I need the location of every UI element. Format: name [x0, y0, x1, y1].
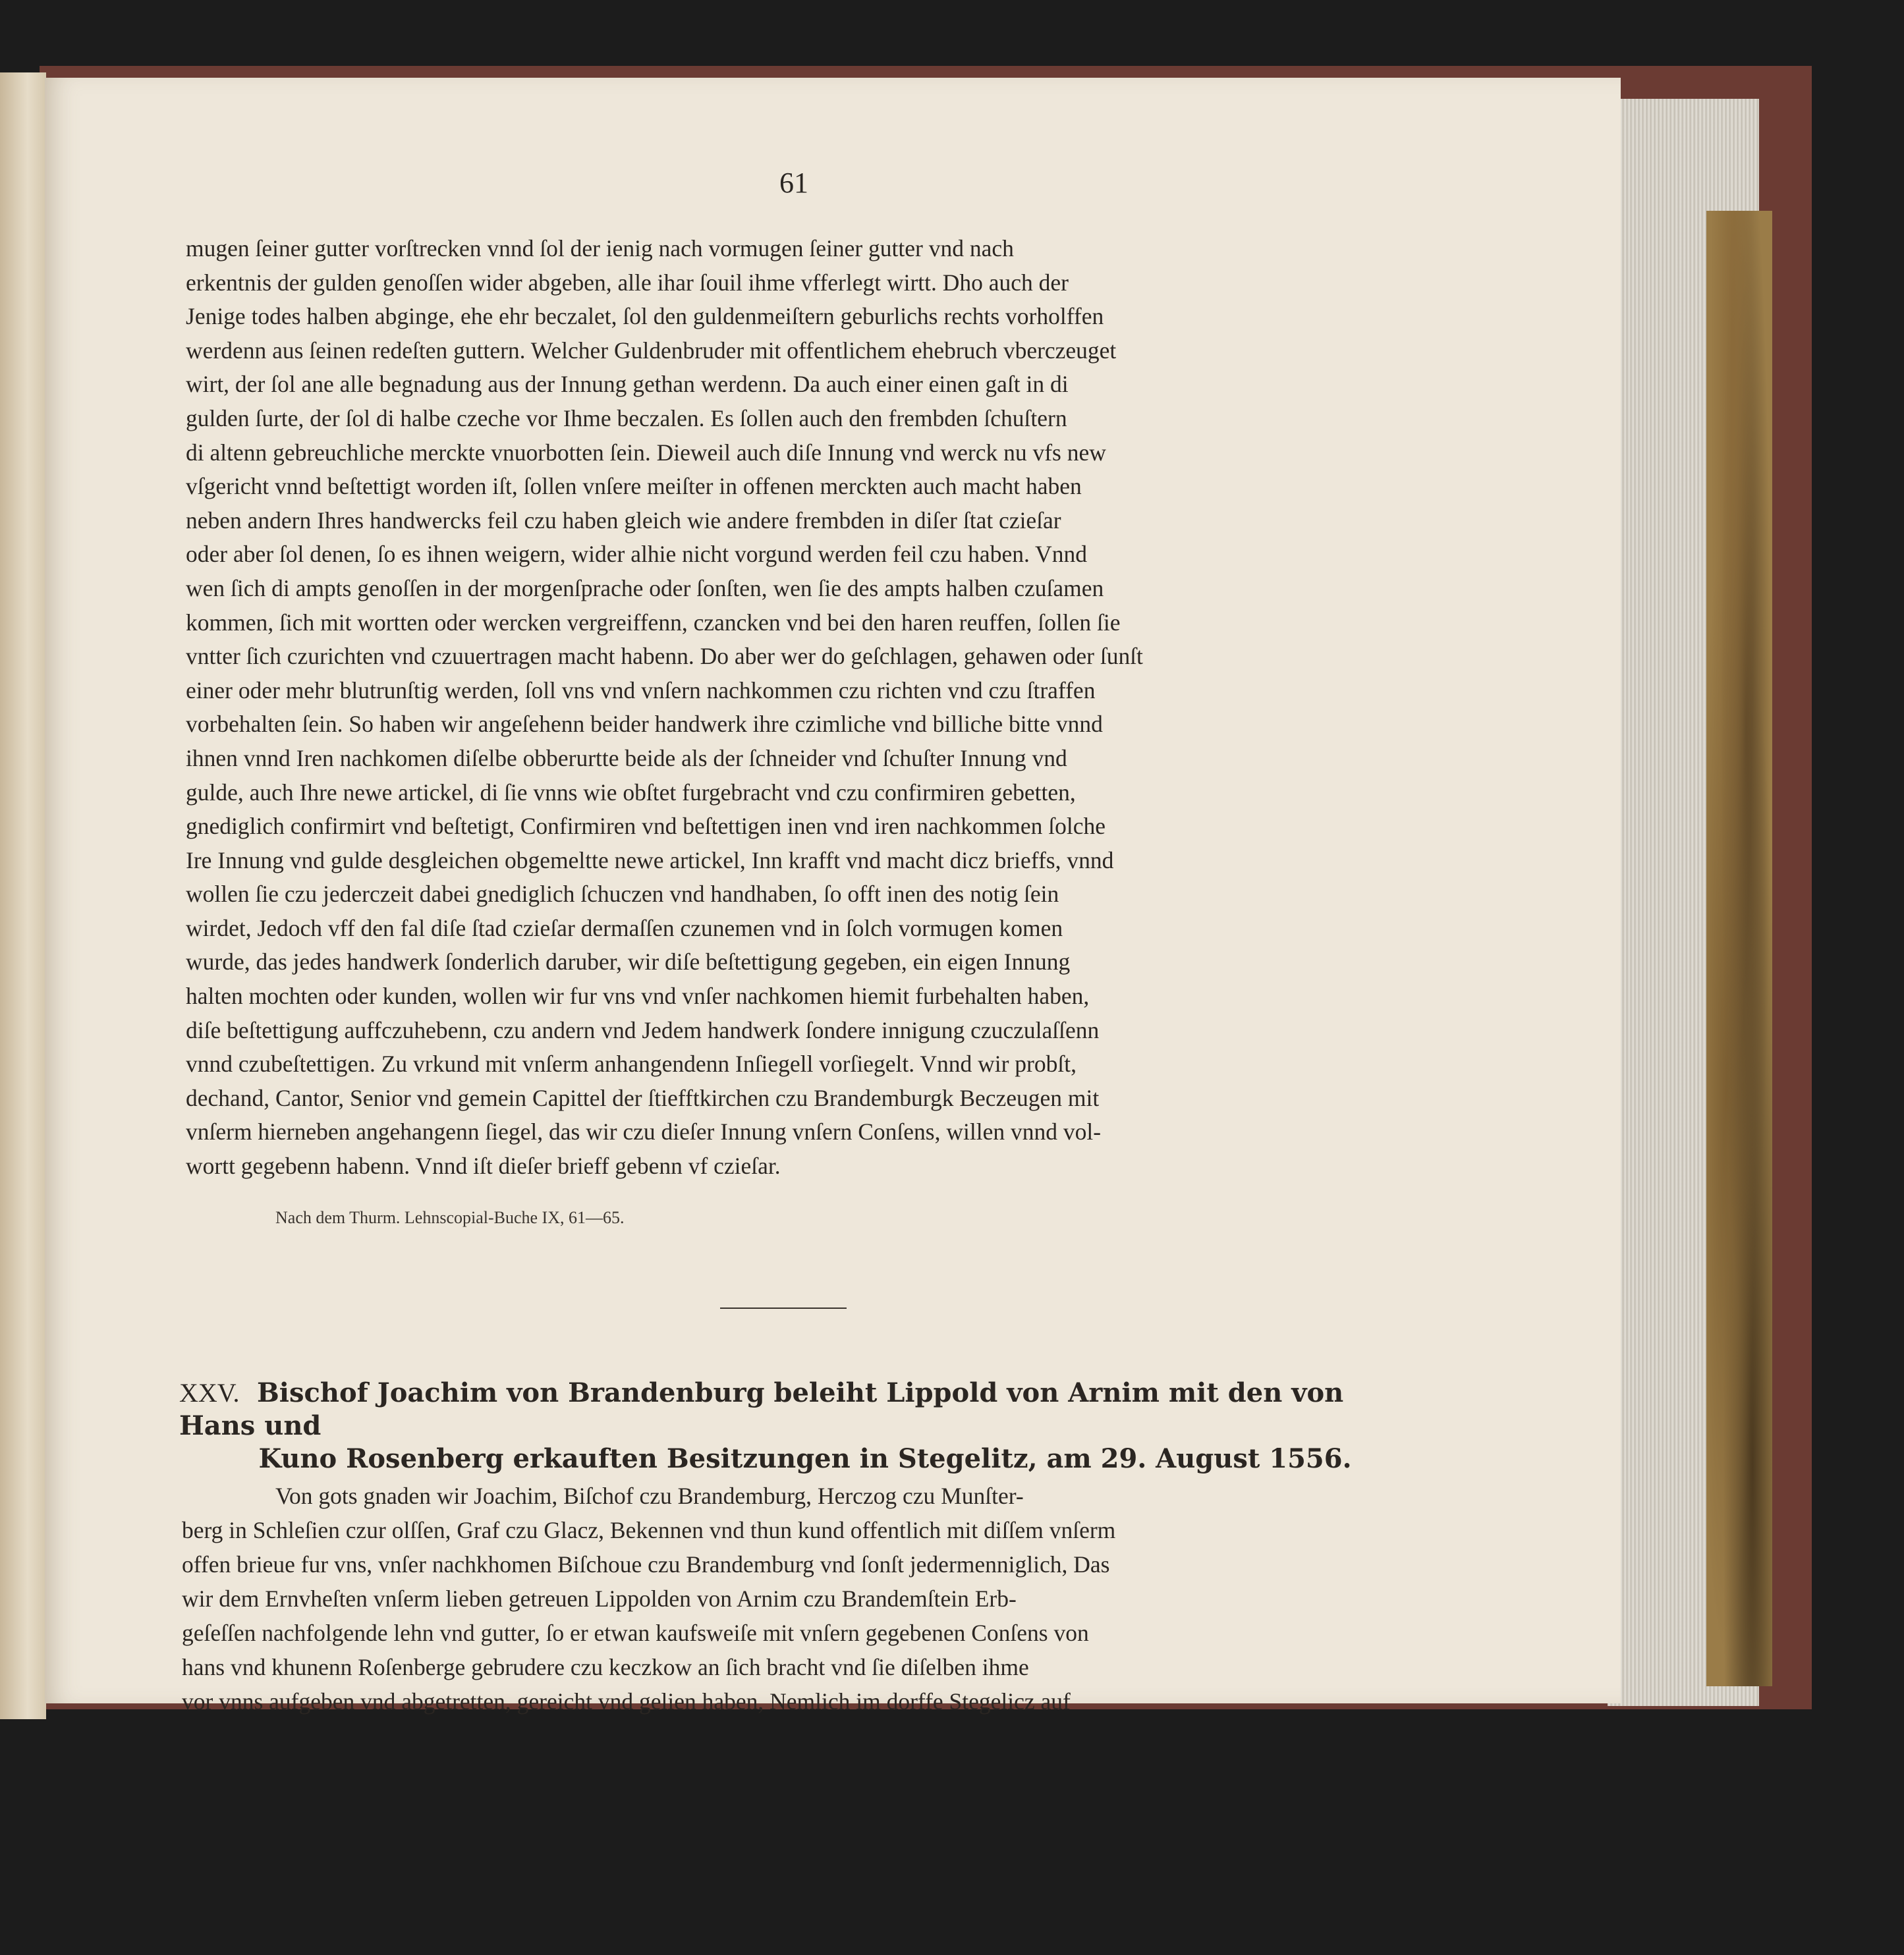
text-line: hans vnd khunenn Roſenberge gebrudere czu keczkow an ſich bracht vnd ſie diſelben ihme	[182, 1654, 1029, 1680]
heading-line-2: Kuno Rosenberg erkauften Besitzungen in Stegelitz, am 29. August 1556.	[258, 1443, 1352, 1474]
text-line: halten mochten oder kunden, wollen wir fur vns vnd vnſer nachkomen hiemit furbehalten haben,	[186, 983, 1090, 1010]
text-line: oder aber ſol denen, ſo es ihnen weigern, wider alhie nicht vorgund werden feil czu haben. Vnnd	[186, 541, 1087, 568]
facing-page-edge	[0, 72, 46, 1719]
text-line: dechand, Cantor, Senior vnd gemein Capittel der ſtiefftkirchen czu Brandemburgk Beczeugen mit	[186, 1084, 1100, 1111]
section-text	[182, 1479, 1394, 1719]
text-line: wirt, der ſol ane alle begnadung aus der Innung gethan werdenn. Da auch einer einen gaſt in di	[186, 371, 1069, 398]
text-line: gulde, auch Ihre newe artickel, di ſie vnns wie obſtet furgebracht vnd czu confirmiren gebetten,	[186, 779, 1076, 806]
section-number: XXV.	[179, 1378, 240, 1408]
text-line: vorbehalten ſein. So haben wir angeſehenn beider handwerk ihre czimliche vnd billiche bitte vnnd	[186, 711, 1103, 738]
text-line: erkentnis der gulden genoſſen wider abgeben, alle ihar ſouil ihme vfferlegt wirtt. Dho auch der	[186, 269, 1069, 296]
source-note: Nach dem Thurm. Lehnscopial-Buche IX, 61—65.	[275, 1208, 625, 1227]
text-line: Ire Innung vnd gulde desgleichen obgemeltte newe artickel, Inn krafft vnd macht dicz brieffs, vnnd	[186, 846, 1114, 873]
text-line: wirdet, Jedoch vff den fal diſe ſtad czieſar dermaſſen czunemen vnd in ſolch vormugen komen	[186, 914, 1063, 941]
text-line: geſeſſen nachfolgende lehn vnd gutter, ſo er etwan kaufsweiſe mit vnſern gegebenen Conſens von	[182, 1620, 1089, 1646]
page-number: 61	[779, 167, 808, 199]
text-line: wir dem Ernvheſten vnſerm lieben getreuen Lippolden von Arnim czu Brandemſtein Erb-	[182, 1585, 1017, 1612]
text-line: wollen ſie czu jederczeit dabei gnediglich ſchuczen vnd handhaben, ſo offt inen des notig ſein	[186, 881, 1059, 908]
text-line: vor vnns aufgeben vnd abgetretten, gereicht vnd gelien haben, Nemlich im dorffe Stegelicz auf	[182, 1688, 1071, 1715]
heading-line-1: Bischof Joachim von Brandenburg beleiht Lippold von Arnim mit den von Hans und	[179, 1377, 1344, 1441]
text-line: vnſerm hierneben angehangenn ſiegel, das wir czu dieſer Innung vnſern Conſens, willen vnnd vol-	[186, 1118, 1102, 1145]
text-line: neben andern Ihres handwercks feil czu haben gleich wie andere frembden in diſer ſtat czieſar	[186, 507, 1061, 534]
text-line: gulden ſurte, der ſol di halbe czeche vor Ihme beczalen. Es ſollen auch den frembden ſchuſtern	[186, 404, 1067, 431]
text-line: diſe beſtettigung auffczuhebenn, czu andern vnd Jedem handwerk ſondere innigung czuczulaſſenn	[186, 1016, 1100, 1043]
text-line: kommen, ſich mit wortten oder wercken vergreiffenn, czancken vnd bei den haren reuffen, ſollen ſie	[186, 609, 1121, 636]
text-line: Von gots gnaden wir Joachim, Biſchof czu Brandemburg, Herczog czu Munſter-	[275, 1483, 1024, 1509]
text-line: mugen ſeiner gutter vorſtrecken vnnd ſol der ienig nach vormugen ſeiner gutter vnd nach	[186, 235, 1014, 262]
section-divider	[720, 1308, 847, 1309]
text-line: berg in Schleſien czur olſſen, Graf czu Glacz, Bekennen vnd thun kund offentlich mit diſſem vnſerm	[182, 1517, 1116, 1543]
text-line: vntter ſich czurichten vnd czuuertragen macht habenn. Do aber wer do geſchlagen, gehawen oder ſunſt	[186, 643, 1143, 670]
text-line: werdenn aus ſeinen redeſten guttern. Welcher Guldenbruder mit offentlichem ehebruch vberczeuget	[186, 337, 1117, 364]
text-line: vſgericht vnnd beſtettigt worden iſt, ſollen vnſere meiſter in offenen merckten auch macht haben	[186, 473, 1082, 500]
text-line: gnediglich confirmirt vnd beſtetigt, Confirmiren vnd beſtettigen inen vnd iren nachkommen ſolche	[186, 813, 1106, 840]
text-line-last: wortt gegebenn habenn. Vnnd iſt dieſer brieff gebenn vf czieſar.	[186, 1153, 781, 1180]
text-line: Jenige todes halben abginge, ehe ehr beczalet, ſol den guldenmeiſtern geburlichs rechts vorholffen	[186, 303, 1104, 330]
text-line: di altenn gebreuchliche merckte vnuorbotten ſein. Dieweil auch diſe Innung vnd werck nu vfs new	[186, 439, 1106, 466]
section-heading	[179, 1377, 1405, 1475]
text-line: vnnd czubeſtettigen. Zu vrkund mit vnſerm anhangendenn Inſiegell vorſiegelt. Vnnd wir probſt,	[186, 1051, 1077, 1078]
text-line: wen ſich di ampts genoſſen in der morgenſprache oder ſonſten, wen ſie des ampts halben czuſamen	[186, 574, 1104, 601]
text-line: offen brieue fur vns, vnſer nachkhomen Biſchoue czu Brandemburg vnd ſonſt jedermenniglich, Das	[182, 1551, 1110, 1578]
text-line: wurde, das jedes handwerk ſonderlich daruber, wir diſe beſtettigung gegeben, ein eigen Innung	[186, 949, 1071, 976]
body-text	[186, 232, 1395, 1184]
text-line: einer oder mehr blutrunſtig werden, ſoll vns vnd vnſern nachkommen czu richten vnd czu ſtraffen	[186, 676, 1096, 703]
text-line: ihnen vnnd Iren nachkomen diſelbe obberurtte beide als der ſchneider vnd ſchuſter Innung vnd	[186, 744, 1067, 771]
marbled-endpaper	[1706, 211, 1772, 1686]
